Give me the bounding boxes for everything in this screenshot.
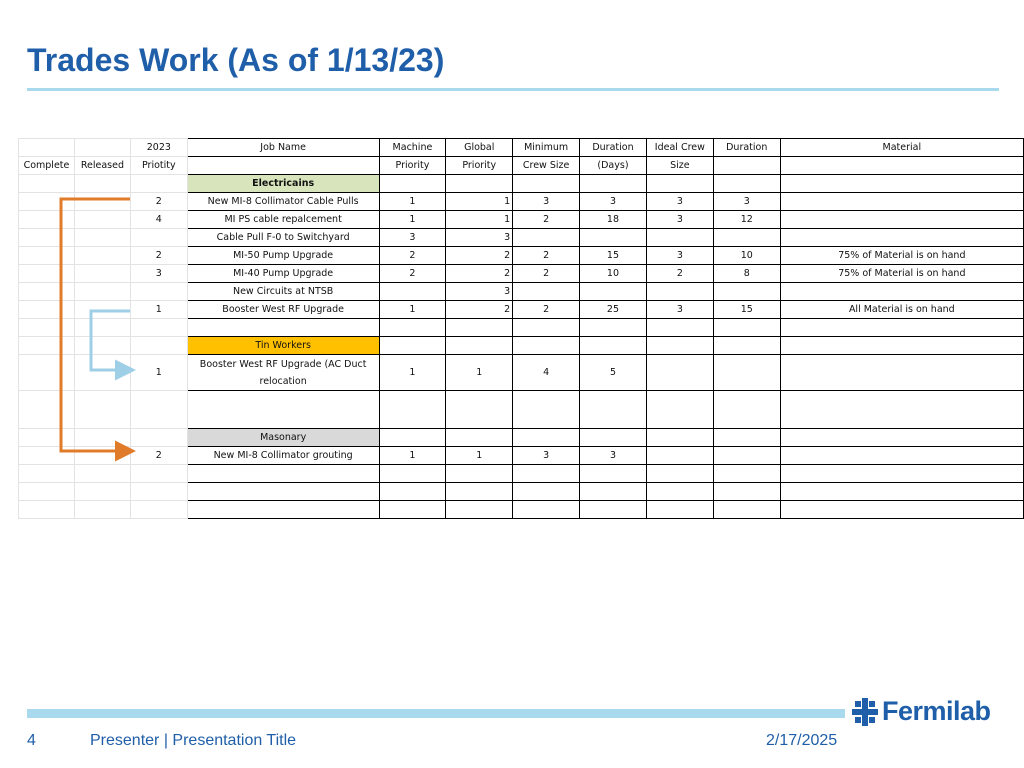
blank-row <box>19 501 1024 519</box>
header-crew-size: Crew Size <box>513 157 580 175</box>
header-global: Global <box>446 139 513 157</box>
table-row <box>19 301 1024 319</box>
priority-cell: 2 <box>130 247 187 265</box>
header-duration: Duration <box>580 139 647 157</box>
global-priority-cell: 3 <box>446 283 513 301</box>
crew-size-cell: 3 <box>513 193 580 211</box>
material-cell <box>780 193 1023 211</box>
crew-size-cell: 2 <box>513 211 580 229</box>
duration-2-cell: 8 <box>713 265 780 283</box>
duration-cell: 25 <box>580 301 647 319</box>
section-masonary: Masonary <box>187 429 379 447</box>
footer-bar <box>27 709 845 718</box>
priority-cell: 1 <box>130 355 187 391</box>
header-ideal-size: Size <box>646 157 713 175</box>
duration-cell: 10 <box>580 265 647 283</box>
global-priority-cell: 1 <box>446 193 513 211</box>
machine-priority-cell: 1 <box>379 193 446 211</box>
job-name-cell: Cable Pull F-0 to Switchyard <box>187 229 379 247</box>
fermilab-logo-icon <box>852 698 878 726</box>
machine-priority-cell: 1 <box>379 447 446 465</box>
machine-priority-cell: 1 <box>379 211 446 229</box>
table-row <box>19 355 1024 391</box>
header-ideal-crew: Ideal Crew <box>646 139 713 157</box>
header-global-priority: Priority <box>446 157 513 175</box>
blank-row <box>19 319 1024 337</box>
ideal-crew-cell <box>646 229 713 247</box>
header-material: Material <box>780 139 1023 157</box>
material-cell <box>780 229 1023 247</box>
table-row <box>19 283 1024 301</box>
duration-cell <box>580 229 647 247</box>
job-name-cell: New MI-8 Collimator grouting <box>187 447 379 465</box>
machine-priority-cell: 3 <box>379 229 446 247</box>
ideal-crew-cell: 3 <box>646 211 713 229</box>
priority-cell <box>130 229 187 247</box>
duration-2-cell <box>713 229 780 247</box>
duration-cell <box>580 283 647 301</box>
ideal-crew-cell: 3 <box>646 301 713 319</box>
machine-priority-cell: 1 <box>379 355 446 391</box>
job-name-cell: MI PS cable repalcement <box>187 211 379 229</box>
ideal-crew-cell: 3 <box>646 193 713 211</box>
duration-cell: 18 <box>580 211 647 229</box>
fermilab-logo <box>852 696 991 727</box>
duration-2-cell <box>713 283 780 301</box>
duration-2-cell: 10 <box>713 247 780 265</box>
header-minimum: Minimum <box>513 139 580 157</box>
duration-2-cell: 3 <box>713 193 780 211</box>
machine-priority-cell: 1 <box>379 301 446 319</box>
ideal-crew-cell: 2 <box>646 265 713 283</box>
header-days: (Days) <box>580 157 647 175</box>
priority-cell: 2 <box>130 447 187 465</box>
blank-row <box>19 391 1024 429</box>
header-machine: Machine <box>379 139 446 157</box>
slide-title: Trades Work (As of 1/13/23) <box>27 42 445 78</box>
section-tin-workers: Tin Workers <box>187 337 379 355</box>
material-cell: 75% of Material is on hand <box>780 247 1023 265</box>
global-priority-cell: 1 <box>446 355 513 391</box>
global-priority-cell: 3 <box>446 229 513 247</box>
job-name-cell: MI-40 Pump Upgrade <box>187 265 379 283</box>
material-cell <box>780 355 1023 391</box>
ideal-crew-cell: 3 <box>646 247 713 265</box>
job-name-cell: New Circuits at NTSB <box>187 283 379 301</box>
duration-cell: 3 <box>580 193 647 211</box>
job-name-cell: Booster West RF Upgrade (AC Duct relocation <box>187 355 379 391</box>
job-name-cell: MI-50 Pump Upgrade <box>187 247 379 265</box>
title-divider <box>27 88 999 91</box>
priority-cell: 3 <box>130 265 187 283</box>
job-name-cell: New MI-8 Collimator Cable Pulls <box>187 193 379 211</box>
material-cell: 75% of Material is on hand <box>780 265 1023 283</box>
table-row <box>19 265 1024 283</box>
header-complete: Complete <box>19 157 75 175</box>
priority-cell: 2 <box>130 193 187 211</box>
priority-cell <box>130 283 187 301</box>
material-cell: All Material is on hand <box>780 301 1023 319</box>
duration-cell: 15 <box>580 247 647 265</box>
header-duration-2: Duration <box>713 139 780 157</box>
global-priority-cell: 2 <box>446 265 513 283</box>
table-row <box>19 447 1024 465</box>
header-row <box>19 139 1024 157</box>
duration-2-cell: 12 <box>713 211 780 229</box>
table-row <box>19 229 1024 247</box>
blank-row <box>19 465 1024 483</box>
duration-cell: 5 <box>580 355 647 391</box>
ideal-crew-cell <box>646 447 713 465</box>
section-row <box>19 175 1024 193</box>
table-row <box>19 247 1024 265</box>
header-released: Released <box>74 157 130 175</box>
crew-size-cell: 3 <box>513 447 580 465</box>
section-electricians: Electricains <box>187 175 379 193</box>
priority-cell: 4 <box>130 211 187 229</box>
global-priority-cell: 2 <box>446 301 513 319</box>
job-name-cell: Booster West RF Upgrade <box>187 301 379 319</box>
ideal-crew-cell <box>646 283 713 301</box>
header-priority: Priotity <box>130 157 187 175</box>
ideal-crew-cell <box>646 355 713 391</box>
duration-2-cell <box>713 447 780 465</box>
machine-priority-cell: 2 <box>379 265 446 283</box>
section-row <box>19 429 1024 447</box>
header-row <box>19 157 1024 175</box>
header-machine-priority: Priority <box>379 157 446 175</box>
material-cell <box>780 447 1023 465</box>
duration-2-cell: 15 <box>713 301 780 319</box>
crew-size-cell: 2 <box>513 301 580 319</box>
global-priority-cell: 2 <box>446 247 513 265</box>
table-row <box>19 211 1024 229</box>
crew-size-cell <box>513 283 580 301</box>
crew-size-cell: 2 <box>513 247 580 265</box>
fermilab-wordmark: Fermilab <box>882 696 991 726</box>
crew-size-cell: 4 <box>513 355 580 391</box>
duration-cell: 3 <box>580 447 647 465</box>
table-row <box>19 193 1024 211</box>
material-cell <box>780 211 1023 229</box>
machine-priority-cell <box>379 283 446 301</box>
page-number: 4 <box>27 732 36 749</box>
material-cell <box>780 283 1023 301</box>
machine-priority-cell: 2 <box>379 247 446 265</box>
section-row <box>19 337 1024 355</box>
crew-size-cell <box>513 229 580 247</box>
header-job-name: Job Name <box>187 139 379 157</box>
header-priority-year: 2023 <box>130 139 187 157</box>
trades-work-table <box>18 138 1024 519</box>
footer-presenter-title: Presenter | Presentation Title <box>90 732 297 749</box>
crew-size-cell: 2 <box>513 265 580 283</box>
global-priority-cell: 1 <box>446 447 513 465</box>
duration-2-cell <box>713 355 780 391</box>
priority-cell: 1 <box>130 301 187 319</box>
footer-date: 2/17/2025 <box>766 732 838 749</box>
blank-row <box>19 483 1024 501</box>
global-priority-cell: 1 <box>446 211 513 229</box>
